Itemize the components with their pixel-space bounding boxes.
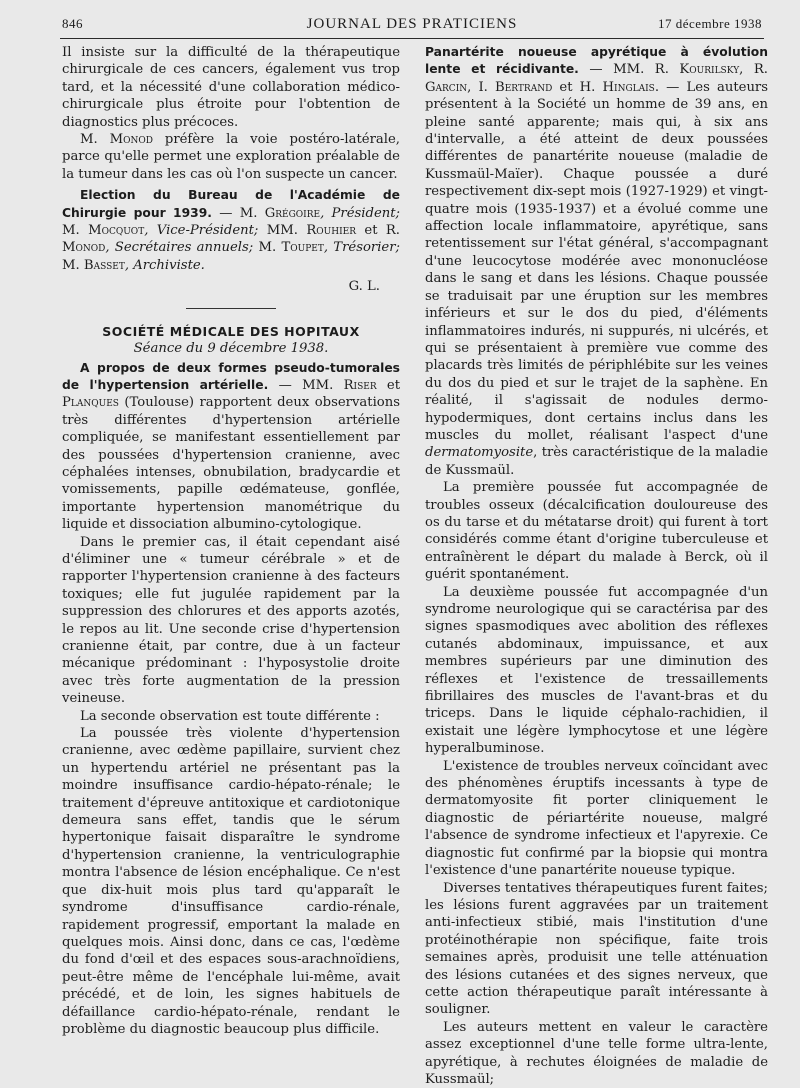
session-date: Séance du 9 décembre 1938. bbox=[133, 341, 329, 357]
right-column bbox=[425, 44, 768, 1088]
author-name: Hinglais bbox=[602, 79, 655, 95]
emphasis: dermatomyosite bbox=[425, 445, 534, 461]
text-run: — M. bbox=[211, 205, 265, 221]
paragraph bbox=[425, 44, 768, 479]
paragraph-text: (Toulouse) rapportent deux observations très différentes d'hypertension artérielle compliquée, se manifestant essentiellement par des poussées d'hypertension cranienne, avec céphalées intenses, obnubilation, bradycardie et vomissements, papille œdémateuse, gonflée, importante hypertension manométrique du liquide et dissociation albumino-cytologique. bbox=[62, 395, 400, 533]
text-run: M. bbox=[62, 223, 89, 239]
issue-date: 17 décembre 1938 bbox=[657, 16, 762, 31]
role: , Président; bbox=[320, 205, 400, 221]
text-run: et H. bbox=[552, 79, 603, 95]
section-title: SOCIÉTÉ MÉDICALE DES HOPITAUX bbox=[102, 323, 360, 339]
author-name: Riser bbox=[343, 377, 377, 393]
text-run: et bbox=[376, 377, 401, 393]
paragraph-text: préfère la voie postéro-latérale, parce qu'elle permet une exploration préalable de la tumeur dans les cas où l'on suspecte un cancer. bbox=[62, 132, 400, 182]
role: , Secrétaires annuels; bbox=[105, 240, 254, 256]
paragraph: Les auteurs mettent en valeur le caractère assez exceptionnel d'une telle forme ultra-lente, apyrétique, à rechutes éloignées de maladie de Kussmaül; bbox=[425, 1019, 768, 1087]
text-run: , R. bbox=[739, 62, 768, 78]
paragraph: La première poussée fut accompagnée de troubles osseux (décalcification douloureuse des os du tarse et du métatarse droit) qui furent à tort considérés comme étant d'origine tuberculeuse et entraînèrent le départ du malade à Berck, où il guérit spontanément. bbox=[425, 480, 768, 583]
header-rule bbox=[60, 38, 764, 39]
role: , Vice-Président; bbox=[144, 223, 259, 239]
article-title: A propos de deux formes pseudo-tumorales de l'hypertension artérielle. bbox=[62, 360, 400, 392]
paragraph: La deuxième poussée fut accompagnée d'un syndrome neurologique qui se caractérisa par des signes spasmodiques avec abolition des réflexes cutanés abdominaux, impuissance, et aux membres supérieurs par une diminution des réflexes et l'existence de tressaillements fibrillaires des muscles de l'avant-bras et du triceps. Dans le liquide céphalo-rachidien, il existait une légère lymphocytose et une légère hyperalbuminose. bbox=[425, 584, 768, 757]
author-name: Planques bbox=[62, 395, 119, 411]
text-run: — MM. bbox=[268, 377, 344, 393]
role: , Trésorier; bbox=[323, 240, 400, 256]
page-number: 846 bbox=[62, 16, 83, 31]
paragraph-text: , très caractéristique de la maladie de Kussmaül. bbox=[425, 445, 768, 478]
paragraph: Diverses tentatives thérapeutiques furent faites; les lésions furent aggravées par un traitement anti-infectieux stibié, mais l'institution d'une protéinothérapie non spécifique, faite trois semaines après, produisit une telle atténuation des lésions cutanées et des signes nerveux, que cette action thérapeutique paraît intéressante à souligner. bbox=[425, 880, 768, 1018]
author-name: Bertrand bbox=[495, 79, 553, 95]
person-name: Basset bbox=[83, 257, 125, 273]
signature: G. L. bbox=[348, 279, 380, 295]
text-run: M. bbox=[62, 257, 84, 273]
journal-title: JOURNAL DES PRATICIENS bbox=[306, 16, 518, 32]
author-name: Kourilsky bbox=[679, 62, 740, 78]
role: , Archiviste. bbox=[124, 257, 205, 273]
article-title: Panartérite noueuse apyrétique à évolution lente et récidivante. bbox=[425, 45, 768, 77]
paragraph: Il insiste sur la difficulté de la thérapeutique chirurgicale de ces cancers, également vus trop tard, et la nécessité d'une collaboration médico-chirurgicale plus étroite pour l'obtention de diagnostics plus précoces. bbox=[62, 45, 400, 130]
text-run: MM. bbox=[258, 223, 307, 239]
paragraph bbox=[62, 131, 400, 183]
author-name: M. Monod bbox=[80, 132, 153, 148]
article-title: Election du Bureau de l'Académie de Chirurgie pour 1939. bbox=[62, 188, 400, 220]
paragraph bbox=[62, 187, 400, 274]
page-header bbox=[62, 16, 762, 38]
paragraph: La seconde observation est toute différente : bbox=[80, 708, 380, 724]
person-name: Monod bbox=[62, 240, 106, 256]
left-column bbox=[62, 44, 400, 1038]
text-run: , I. bbox=[467, 79, 496, 95]
paragraph: L'existence de troubles nerveux coïncidant avec des phénomènes éruptifs incessants à type de dermatomyosite fit porter cliniquement le diagnostic de périartérite noueuse, malgré l'absence de syndrome infectieux et l'apyrexie. Ce diagnostic fut confirmé par la biopsie qui montra l'existence d'une panartérite noueuse typique. bbox=[425, 758, 768, 879]
paragraph: Dans le premier cas, il était cependant aisé d'éliminer une « tumeur cérébrale » et de rapporter l'hypertension cranienne à des facteurs toxiques; elle fut jugulée rapidement par la suppression des chlorures et des apports azotés, le repos au lit. Une seconde crise d'hypertension cranienne était, par contre, due à un facteur mécanique prédominant : l'hyposystolie droite avec très forte augmentation de la pression veineuse. bbox=[62, 534, 400, 707]
author-name: Garcin bbox=[425, 79, 468, 95]
person-name: Mocquot bbox=[88, 223, 145, 239]
person-name: Toupet bbox=[281, 240, 324, 256]
paragraph: La poussée très violente d'hypertension cranienne, avec œdème papillaire, survient chez un hypertendu artériel ne présentant pas la moindre insuffisance cardio-hépato-rénale; le traitement d'épreuve antitoxique et cardiotonique demeura sans effet, tandis que le sérum hypertonique faisait disparaître le syndrome d'hypertension cranienne, la ventriculographie montra l'absence de lésion encéphalique. Ce n'est que dix-huit mois plus tard qu'apparaît le syndrome d'insuffisance cardio-rénale, rapidement progressif, emportant la malade en quelques mois. Ainsi donc, dans ce cas, l'œdème du fond d'œil et des espaces sous-arachnoïdiens, peut-être même de l'encéphale lui-même, avait précédé, et de loin, les signes habituels de défaillance cardio-hépato-rénale, rendant le problème du diagnostic beaucoup plus difficile. bbox=[62, 726, 400, 1037]
person-name: Rouhier bbox=[306, 223, 357, 239]
text-run: et R. bbox=[356, 223, 400, 239]
section-divider bbox=[186, 308, 276, 309]
paragraph-text: . — Les auteurs présentent à la Société un homme de 39 ans, en pleine santé apparente; mais qui, à six ans d'intervalle, a été atteint de deux poussées différentes de panartérite noueuse (maladie de Kussmaül-Maïer). Chaque poussée a duré respectivement dix-sept mois (1927-1929) et vingt-quatre mois (1935-1937) et a évolué comme une affection locale inflammatoire, apyrétique, sans retentissement sur l'état général, s'accompagnant d'une leucocytose modérée avec mononucléose dans le sang et dans les lésions. Chaque poussée se traduisait par une éruption sur les membres inférieurs et sur le dos du pied, d'éléments inflammatoires indurés, ni suppurés, ni ulcérés, et qui se présentaient à première vue comme des placards très limités de périphlébite sur les veines du dos du pied et sur le trajet de la saphène. En réalité, il s'agissait de nodules dermo-hypodermiques, dont certains inclus dans les muscles du mollet, réalisant l'aspect d'une bbox=[425, 79, 769, 443]
text-run: M. bbox=[253, 240, 282, 256]
paragraph bbox=[62, 360, 400, 534]
text-run: — MM. R. bbox=[578, 62, 680, 78]
person-name: Grégoire bbox=[264, 205, 321, 221]
